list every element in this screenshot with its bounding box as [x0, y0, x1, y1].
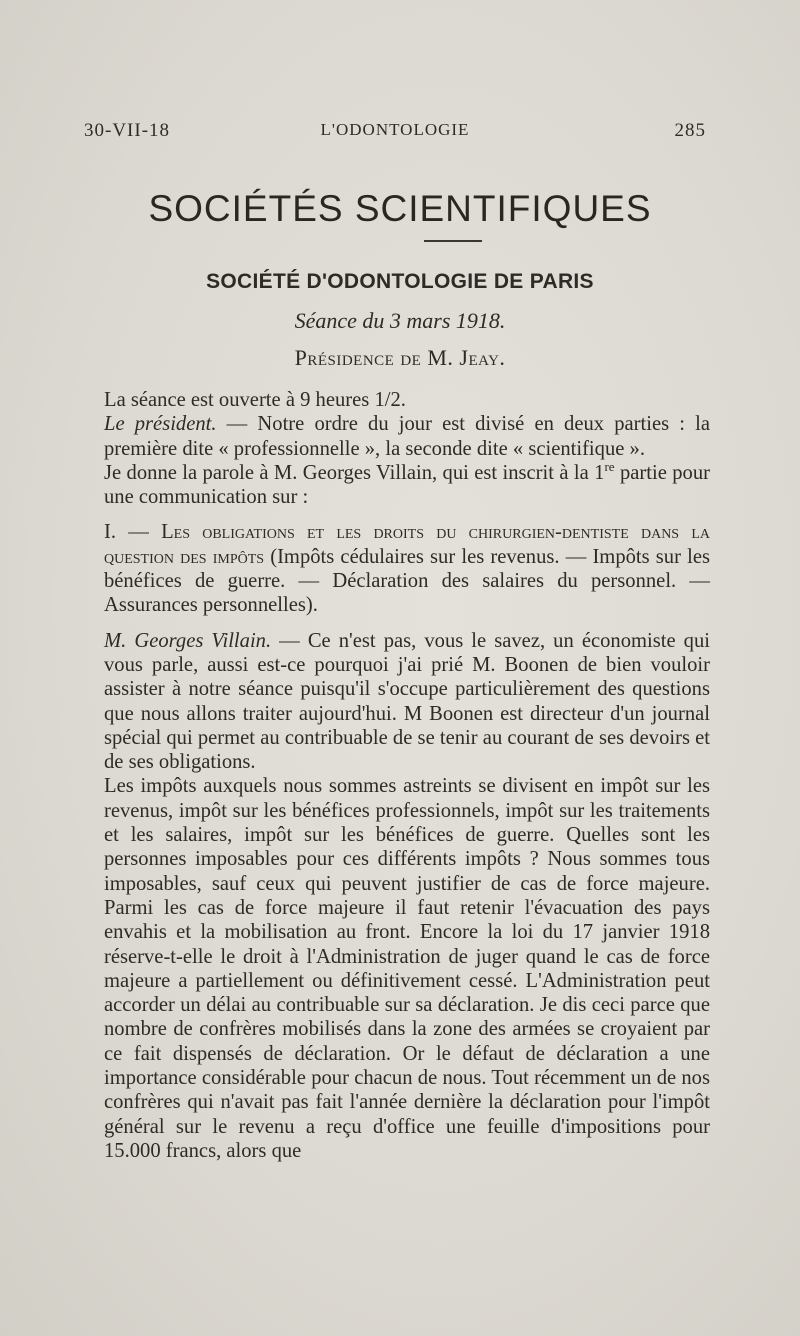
header-date: 30-VII-18: [84, 120, 171, 141]
seance-date: Séance du 3 mars 1918.: [294, 308, 506, 333]
paragraph-villain: [104, 629, 710, 775]
paragraph-topic: [104, 520, 710, 617]
paragraph-villain-text: — Ce n'est pas, vous le savez, un économiste qui vous parle, aussi est-ce pourquoi j'ai prié M. Boonen de bien vouloir assister à notre séance puisqu'il s'occupe particulièrement des questions que nous allons traiter aujourd'hui. M Boonen est directeur d'un journal spécial qui permet au contribuable de se tenir au courant de ses devoirs et de ses obligations.: [104, 629, 710, 774]
speaker-president: Le président.: [104, 413, 217, 436]
paragraph-president: [104, 412, 710, 461]
superscript-re: re: [604, 459, 615, 475]
paragraph-impots-text: Les impôts auxquels nous sommes astreints se divisent en impôt sur les revenus, impôt sur les bénéfices professionnels, impôt sur les traitements et les salaires, impôt sur les bénéfices de guerre. Quelles sont les personnes imposables pour ces différents impôts ? Nous sommes tous imposables, sauf ceux qui peuvent justifier de cas de force majeure. Parmi les cas de force majeure il faut retenir l'évacuation des pays envahis et la mobilisation au front. Encore la loi du 17 janvier 1918 réserve-t-elle le droit à l'Administration de juger quand le cas de force majeure a partiellement ou définitivement cessé. L'Administration peut accorder un délai au contribuable sur sa déclaration. Je dis ceci parce que nombre de confrères mobilisés dans la zone des armées se croyaient par ce fait dispensés de déclaration. Or le défaut de déclaration a une importance considérable pour chacun de nous. Tout récemment un de nos confrères qui n'avait pas fait l'année dernière la déclaration pour l'impôt général sur le revenu a reçu d'office une feuille d'impositions pour 15.000 francs, alors que: [104, 775, 710, 1162]
title-rule: [424, 240, 482, 242]
presidence-line: Présidence de M. Jeay.: [294, 345, 506, 370]
page-number: 285: [674, 120, 706, 141]
topic-number: I. —: [104, 521, 162, 544]
article-body: [104, 388, 710, 1163]
header-journal-title: L'ODONTOLOGIE: [320, 120, 470, 139]
paragraph-opening-text: La séance est ouverte à 9 heures 1/2.: [104, 389, 406, 411]
society-title: SOCIÉTÉ D'ODONTOLOGIE DE PARIS: [206, 270, 594, 293]
topic-heading: Les obligations et les droits du chirurgien-dentiste dans la question des impôts: [104, 521, 710, 568]
section-title: SOCIÉTÉS SCIENTIFIQUES: [148, 188, 652, 229]
paragraph-parole-text-a: Je donne la parole à M. Georges Villain, qui est inscrit à la 1: [104, 461, 605, 484]
paragraph-opening: [104, 388, 710, 412]
paragraph-president-text: — Notre ordre du jour est divisé en deux parties : la première dite « professionnelle », la seconde dite « scientifique ».: [104, 413, 710, 460]
speaker-villain: M. Georges Villain.: [104, 629, 272, 652]
paragraph-impots: [104, 774, 710, 1163]
topic-text: (Impôts cédulaires sur les revenus. — Impôts sur les bénéfices de guerre. — Déclaration des salaires du personnel. — Assurances personnelles).: [104, 545, 710, 617]
paragraph-parole: [104, 461, 710, 510]
paragraph-parole-text-b: partie pour une communication sur :: [104, 461, 710, 509]
